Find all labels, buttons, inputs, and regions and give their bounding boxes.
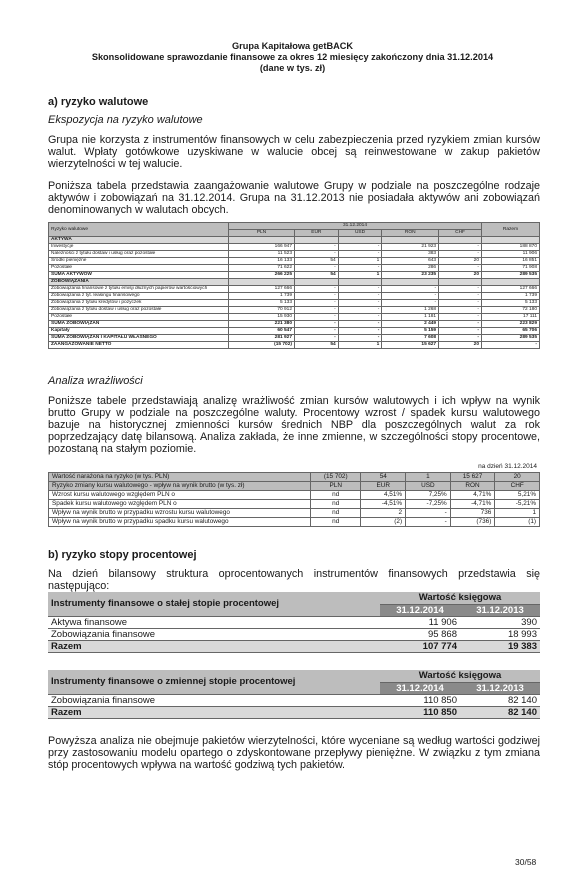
table-cell: 7 608 [382,335,439,342]
table-cell: - [382,300,439,307]
fixed-rate-table [48,592,540,653]
table-cell: 16 851 [482,258,540,265]
table-cell: (2) [361,518,406,527]
table-cell: 54 [295,272,339,279]
table-cell: nd [311,518,361,527]
table-cell: - [338,293,382,300]
table-cell: 5 159 [382,328,439,335]
table-row [49,307,540,314]
fixed-table-group: Wartość księgowa [380,592,540,604]
table-cell: 1 739 [229,293,295,300]
table-cell: 1 [495,509,540,518]
row-label: SUMA ZOBOWIĄZAŃ [49,321,229,328]
row-label: Pozostałe [49,265,229,272]
table-cell: 65 706 [482,328,540,335]
variable-col-2013: 31.12.2013 [460,682,540,694]
row-label: Wzrost kursu walutowego względem PLN o [49,491,311,500]
header-title: Skonsolidowane sprawozdanie finansowe za okres 12 miesięcy zakończony dnia 31.12.2014 [91,52,494,62]
table-cell: - [338,286,382,293]
table-row [49,314,540,321]
section-b-paragraph: Na dzień bilansowy struktura oprocentowanych instrumentów finansowych przedstawia się następująco: [48,568,540,592]
table-cell [382,279,439,286]
table-cell: -4,71% [450,500,495,509]
table-cell [482,279,540,286]
sensitivity-table [48,472,540,527]
table-cell: 289 535 [482,335,540,342]
table-cell: 11 523 [229,251,295,258]
table-cell: - [439,314,482,321]
table-cell: 127 666 [229,286,295,293]
fixed-col-2013: 31.12.2013 [460,604,540,616]
row-label: Wpływ na wynik brutto w przypadku spadku kursu walutowego [49,518,311,527]
table-cell: 223 829 [482,321,540,328]
table-cell: 188 870 [482,244,540,251]
table-cell: - [295,244,339,251]
table-cell: 2 449 [382,321,439,328]
table-cell [439,237,482,244]
table-cell: - [439,244,482,251]
table-total-row: Razem 107 774 19 383 [48,640,540,652]
row-label: ZOBOWIĄZANIA [49,279,229,286]
row-label: AKTYWA [49,237,229,244]
table-cell: 4,51% [361,491,406,500]
section-a-paragraph-1: Grupa nie korzysta z instrumentów finansowych w celu zabezpieczenia przed ryzykiem zmian kursów walut. Wpłaty gotówkowe uzyskiwane w walucie obcej są reinwestowane w zakup pakietów wierzytelności w tej walucie. [48,134,540,170]
table-cell: 23 235 [382,272,439,279]
row-label: Spadek kursu walutowego względem PLN o [49,500,311,509]
table-cell: CHF [495,482,540,491]
table-cell: 127 666 [482,286,540,293]
table-cell: 286 [382,265,439,272]
table-row [49,251,540,258]
table-cell: nd [311,491,361,500]
table-row [49,279,540,286]
table-row [49,258,540,265]
table-cell: 15 627 [382,342,439,349]
currency-header: PLN [229,230,295,237]
row-label: Zobowiązania z tytułu kredytów i pożyczek [49,300,229,307]
row-label: SUMA AKTYWÓW [49,272,229,279]
table-cell: - [338,321,382,328]
table-cell: 5 133 [482,300,540,307]
sensitivity-subheading: Analiza wrażliwości [48,375,143,387]
row-label: Pozostałe [49,314,229,321]
table-cell: 281 927 [229,335,295,342]
table-cell: - [295,321,339,328]
table-cell: 221 380 [229,321,295,328]
table-cell: 70 912 [229,307,295,314]
table-cell: - [295,307,339,314]
table-cell: - [295,300,339,307]
table-cell: 54 [295,342,339,349]
exposure-corner: Ryzyko walutowe [49,223,229,237]
table-cell: RON [450,482,495,491]
page-number: 30/58 [515,857,537,867]
table-cell: - [439,321,482,328]
currency-header: RON [382,230,439,237]
table-row [49,265,540,272]
table-cell: 1 [338,342,382,349]
table-total-row: Razem 110 850 82 140 [48,706,540,718]
table-cell: 72 180 [482,307,540,314]
table-row [49,286,540,293]
table-cell: 16 133 [229,258,295,265]
table-cell: 5 133 [229,300,295,307]
table-cell: - [439,307,482,314]
table-cell: - [338,300,382,307]
table-cell: 289 535 [482,272,540,279]
table-cell: - [439,293,482,300]
header-company: Grupa Kapitałowa getBACK [232,41,353,51]
table-cell: 71 622 [229,265,295,272]
section-a-paragraph-2: Poniższa tabela przedstawia zaangażowanie walutowe Grupy w podziale na poszczególne rodzaje aktywów i zobowiązań na 31.12.2014. Grupa na 31.12.2013 nie posiadała aktywów ani zobowiązań denominowanych w walutach obcych. [48,180,540,216]
table-cell: - [406,509,451,518]
row-label: Kapitały [49,328,229,335]
row-label: ZAANGAŻOWANIE NETTO [49,342,229,349]
table-row [49,518,540,527]
table-cell: 15 930 [229,314,295,321]
table-cell: - [406,518,451,527]
table-row [49,509,540,518]
currency-header: EUR [295,230,339,237]
currency-header: CHF [439,230,482,237]
table-cell: (1) [495,518,540,527]
table-cell: - [295,335,339,342]
row-label: Ryzyko zmiany kursu walutowego - wpływ na wynik brutto (w tys. zł) [49,482,311,491]
table-cell: - [338,328,382,335]
table-row [49,335,540,342]
table-cell: - [338,314,382,321]
table-cell: 7,25% [406,491,451,500]
table-cell [295,279,339,286]
table-header-row [49,482,540,491]
table-cell: 20 [495,473,540,482]
table-row [49,300,540,307]
table-cell: 21 923 [382,244,439,251]
row-label: Wartość narażona na ryzyko (w tys. PLN) [49,473,311,482]
table-row [49,244,540,251]
table-cell: - [295,265,339,272]
table-cell [338,237,382,244]
variable-col-2014: 31.12.2014 [380,682,460,694]
table-cell: nd [311,509,361,518]
table-cell: 71 908 [482,265,540,272]
table-cell: 54 [361,473,406,482]
table-cell: - [295,293,339,300]
table-header-row [49,473,540,482]
table-cell: 383 [382,251,439,258]
table-cell: -7,25% [406,500,451,509]
table-row [49,500,540,509]
table-cell: 17 111 [482,314,540,321]
table-cell: - [295,314,339,321]
table-row [49,293,540,300]
table-cell: 736 [450,509,495,518]
currency-exposure-table [48,222,540,349]
table-cell: 20 [439,258,482,265]
table-row: Zobowiązania finansowe 95 868 18 993 [48,628,540,640]
variable-table-title: Instrumenty finansowe o zmiennej stopie procentowej [48,670,380,694]
table-cell: - [439,335,482,342]
row-label: Zobowiązania z tytułu dostaw i usług oraz pozostałe [49,307,229,314]
table-cell: 1 268 [382,307,439,314]
sensitivity-date-note: na dzień 31.12.2014 [478,463,537,470]
variable-rate-table [48,670,540,719]
table-cell: (15 702) [229,342,295,349]
table-cell: - [338,307,382,314]
row-label: Środki pieniężne [49,258,229,265]
table-cell [482,237,540,244]
exposure-date: 31.12.2014 [229,223,482,230]
row-label: SUMA ZOBOWIĄZAŃ I KAPITAŁU WŁASNEGO [49,335,229,342]
table-cell: 1 [338,272,382,279]
header-units: (dane w tys. zł) [259,63,326,73]
table-cell: 5,21% [495,491,540,500]
table-cell: - [382,293,439,300]
fixed-col-2014: 31.12.2014 [380,604,460,616]
table-cell: - [338,244,382,251]
table-cell: - [439,265,482,272]
table-row [49,491,540,500]
table-cell: - [295,328,339,335]
table-row [49,237,540,244]
table-cell: 15 627 [450,473,495,482]
table-row [49,272,540,279]
sensitivity-paragraph: Poniższe tabele przedstawiają analizę wrażliwość zmian kursów walutowych i ich wpływ na wynik brutto Grupy w podziale na poszczególne waluty. Procentowy wzrost / spadek kursu walutowego bazuje na historycznej zmienności kursów średnich NBP dla poszczególnych walut za rok poprzedzający datę bilansową. Analiza zakłada, że inne zmienne, w szczególności stopy procentowe, pozostaną na stałym poziomie. [48,395,540,455]
fixed-table-title: Instrumenty finansowe o stałej stopie procentowej [48,592,380,616]
table-cell: -5,21% [495,500,540,509]
table-cell: 166 947 [229,244,295,251]
variable-table-group: Wartość księgowa [380,670,540,682]
table-cell: - [439,328,482,335]
row-label: Inwestycje [49,244,229,251]
document-header [0,41,585,74]
table-cell: - [482,342,540,349]
table-cell: -4,51% [361,500,406,509]
table-cell: 1 739 [482,293,540,300]
table-cell: - [338,335,382,342]
table-cell [229,279,295,286]
table-cell: 4,71% [450,491,495,500]
section-b-heading: b) ryzyko stopy procentowej [48,549,197,561]
table-cell: 54 [295,258,339,265]
row-label: Zobowiązania finansowe z tytułu emisji dłużnych papierów wartościowych [49,286,229,293]
table-row [49,321,540,328]
table-cell: - [382,286,439,293]
table-cell: - [439,286,482,293]
table-cell: (15 702) [311,473,361,482]
table-cell: (736) [450,518,495,527]
table-cell [229,237,295,244]
table-cell [295,237,339,244]
row-label: Wpływ na wynik brutto w przypadku wzrostu kursu walutowego [49,509,311,518]
table-cell: 643 [382,258,439,265]
table-row [49,342,540,349]
table-cell: - [439,300,482,307]
exposure-total-header: Razem [482,223,540,237]
table-cell: - [295,251,339,258]
row-label: Zobowiązania z tyt. leasingu finansowego [49,293,229,300]
table-cell [439,279,482,286]
table-cell: 1 [406,473,451,482]
section-a-heading: a) ryzyko walutowe [48,96,149,108]
table-cell: 1 [338,258,382,265]
currency-header: USD [338,230,382,237]
table-cell: - [439,251,482,258]
table-cell: EUR [361,482,406,491]
table-cell: 11 906 [482,251,540,258]
table-cell: 266 225 [229,272,295,279]
section-a-subheading: Ekspozycja na ryzyko walutowe [48,114,203,126]
table-cell: 20 [439,342,482,349]
row-label: Należności z tytułu dostaw i usług oraz pozostałe [49,251,229,258]
table-cell: 20 [439,272,482,279]
table-cell: - [338,251,382,258]
table-cell: 60 547 [229,328,295,335]
table-row [49,328,540,335]
table-cell: - [338,265,382,272]
closing-paragraph: Powyższa analiza nie obejmuje pakietów wierzytelności, które wyceniane są według wartości godziwej przy zastosowaniu modelu opartego o zdyskontowane przepływy pieniężne. W związku z tym zmiana stóp procentowych wpływa na wartość godziwą tych pakietów. [48,735,540,771]
table-row: Zobowiązania finansowe 110 850 82 140 [48,694,540,706]
table-cell: 2 [361,509,406,518]
table-cell [382,237,439,244]
table-cell: PLN [311,482,361,491]
table-cell: 1 181 [382,314,439,321]
table-row: Aktywa finansowe 11 906 390 [48,616,540,628]
table-cell: - [295,286,339,293]
table-cell [338,279,382,286]
table-cell: nd [311,500,361,509]
table-cell: USD [406,482,451,491]
